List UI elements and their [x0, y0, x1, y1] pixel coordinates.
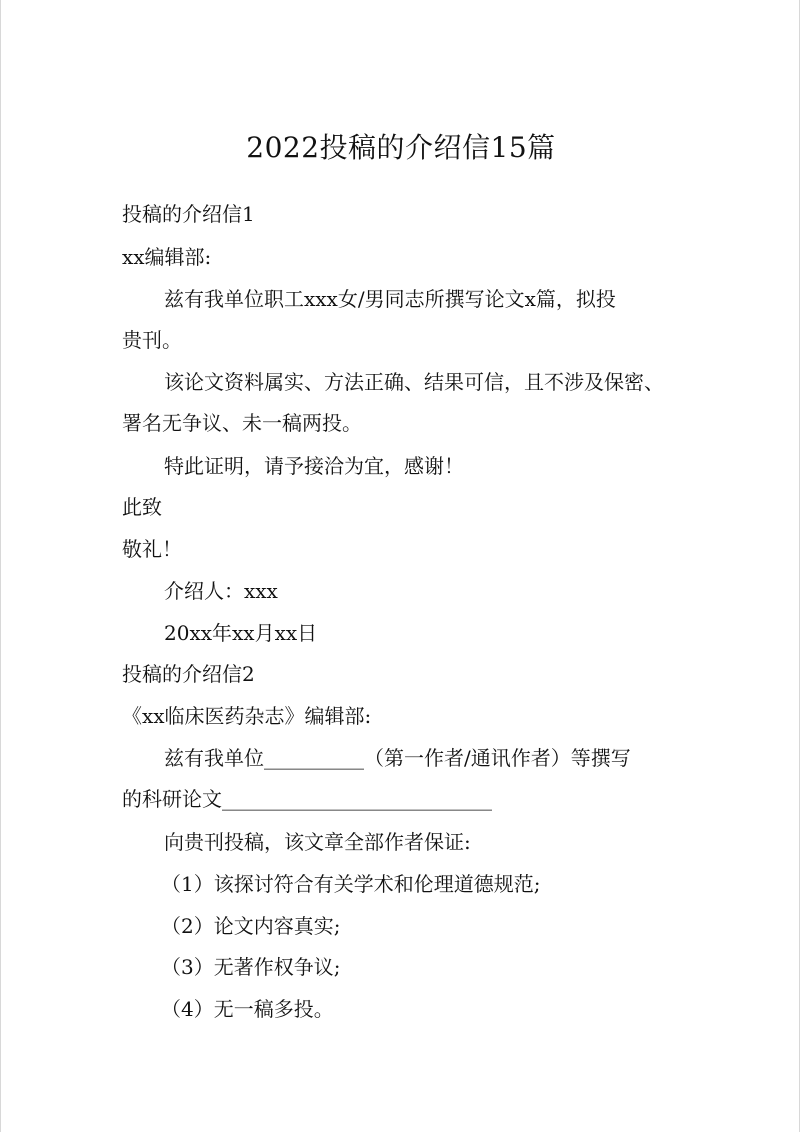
salutation: 《xx临床医药杂志》编辑部:	[122, 704, 372, 728]
paragraph-line: 贵刊。	[122, 328, 182, 352]
list-item: （2）论文内容真实;	[161, 914, 341, 938]
list-item: （4）无一稿多投。	[161, 997, 334, 1021]
section-heading-1: 投稿的介绍信1	[122, 202, 255, 226]
salutation: xx编辑部:	[122, 245, 212, 269]
list-item: （3）无著作权争议;	[161, 955, 341, 979]
paragraph-line: 的科研论文___________________________	[122, 787, 492, 811]
paragraph-line: 向贵刊投稿，该文章全部作者保证:	[164, 830, 471, 854]
section-heading-2: 投稿的介绍信2	[122, 662, 255, 686]
paragraph-line: 署名无争议、未一稿两投。	[122, 411, 362, 435]
paragraph-line: 兹有我单位__________（第一作者/通讯作者）等撰写	[164, 746, 631, 770]
list-item: （1）该探讨符合有关学术和伦理道德规范;	[161, 872, 541, 896]
document-title: 2022投稿的介绍信15篇	[246, 131, 556, 164]
paragraph-line: 兹有我单位职工xxx女/男同志所撰写论文x篇，拟投	[164, 287, 616, 311]
introducer-line: 介绍人：xxx	[164, 579, 278, 603]
date-line: 20xx年xx月xx日	[164, 621, 318, 645]
closing-line: 此致	[122, 495, 162, 519]
paragraph-line: 特此证明，请予接洽为宜，感谢！	[164, 454, 464, 478]
closing-line: 敬礼！	[122, 537, 182, 561]
paragraph-line: 该论文资料属实、方法正确、结果可信，且不涉及保密、	[164, 370, 664, 394]
